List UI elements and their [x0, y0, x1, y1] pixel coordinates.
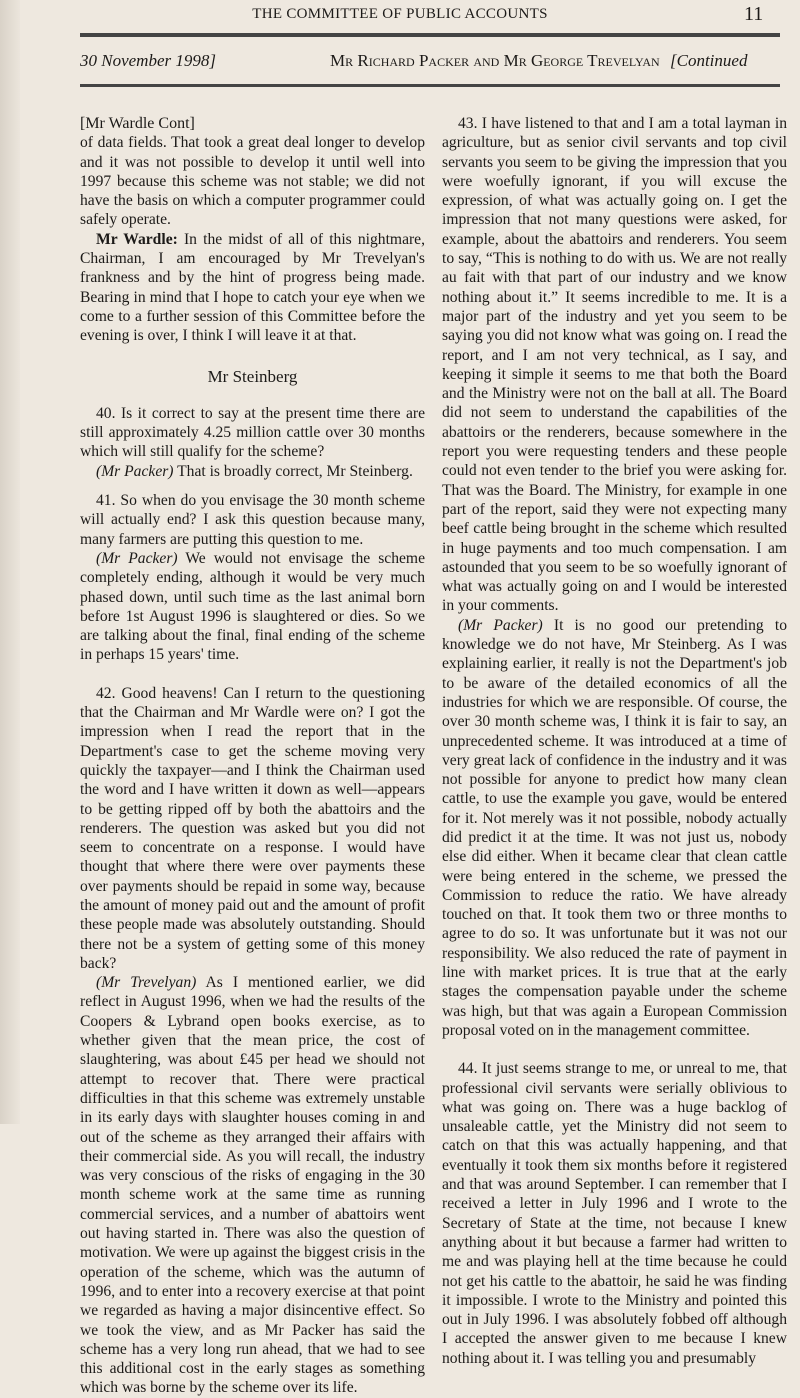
question-42: 42. Good heavens! Can I return to the questioning that the Chairman and Mr Wardle were on? I got the impression when I read the report that in the Department's case to get the scheme moving very quickly the taxpayer—and I think the Chairman used the word and I have written it down as well—appears to be getting ripped off by both the abattoirs and the renderers. The question was asked but you did not seem to concentrate on a response. I would have thought that where there were over payments these over payments should be repaid in some way, because the amount of money paid out and the amount of profit these people made was absolutely outstanding. Should there not be a system of getting some of this money back?: [80, 684, 425, 972]
running-title: THE COMMITTEE OF PUBLIC ACCOUNTS: [252, 6, 548, 22]
witness-names: Mr Richard Packer and Mr George Trevelyan: [330, 51, 660, 70]
right-column: [442, 114, 787, 1368]
left-column: [80, 114, 425, 1398]
page-number: 11: [744, 3, 764, 25]
header-rule-bottom: [80, 84, 780, 87]
section-heading: Mr Steinberg: [207, 366, 298, 386]
speaker-label: (Mr Packer): [96, 462, 174, 480]
answer-40: [80, 462, 425, 481]
question-40: 40. Is it correct to say at the present time there are still approximately 4.25 million cattle over 30 months which will still qualify for the scheme?: [80, 404, 425, 461]
continuation-label: [Mr Wardle Cont]: [80, 115, 195, 132]
question-44: 44. It just seems strange to me, or unreal to me, that professional civil servants were serially oblivious to what was going on. There was a huge backlog of unsaleable cattle, yet the Ministry did not seem to catch on that this was actually happening, and that eventually it took them six months before it registered and that was around September. I can remember that I received a letter in July 1996 and I wrote to the Secretary of State at the time, not because I knew anything about it but because a farmer had written to me and was playing hell at the time because he could not get his cattle to the abattoir, he said he was finding it impossible. I wrote to the Ministry and pointed this out in July 1996. I was absolutely fobbed off although I accepted the answer given to me because I knew nothing about it. I was telling you and presumably: [442, 1060, 787, 1367]
paragraph-text: As I mentioned earlier, we did reflect in August 1996, when we had the results of the Coopers & Lybrand open books exercise, as to whether given that the mean price, the cost of slaughtering, was about £45 per head we should not attempt to recover that. There were practical difficulties in that this scheme was extremely unstable in its early days with slaughter houses coming in and out of the scheme as they arranged their affairs with their commercial side. As you will recall, the industry was very conscious of the risks of engaging in the 30 month scheme work at the same time as running commercial services, and a number of abattoirs went out having started in. There was also the question of motivation. We were up against the biggest crisis in the operation of the scheme, which was the autumn of 1996, and to enter into a recovery exercise at that point we regarded as having a major disincentive effect. So we took the view, and as Mr Packer has said the scheme has a very long run ahead, that we had to see this additional cost in the early stages as something which was borne by the scheme over its life.: [80, 974, 425, 1397]
speaker-label: (Mr Packer): [96, 549, 178, 567]
speaker-label: (Mr Trevelyan): [96, 974, 197, 992]
paragraph-continued: of data fields. That took a great deal longer to develop and it was not possible to develop it until well into 1997 because this scheme was not stable; we did not have the basis on which a computer programmer could safely operate.: [80, 134, 425, 229]
paragraph-wardle: [80, 230, 425, 346]
speaker-label: (Mr Packer): [458, 616, 543, 634]
answer-43: [442, 616, 787, 1041]
paragraph-text: In the midst of all of this nightmare, Chairman, I am encouraged by Mr Trevelyan's frankness and by the hint of progress being made. Bearing in mind that I hope to catch your eye when we come to a further session of this Committee before the evening is over, I think I will leave it at that.: [80, 230, 425, 345]
continued-label: [Continued: [670, 51, 748, 70]
question-43: 43. I have listened to that and I am a total layman in agriculture, but as senior civil servants and top civil servants you seem to be giving the impression that you were woefully ignorant, if you will excuse the expression, of what was actually going on. I get the impression that not many questions were asked, for example, about the abattoirs and renderers. You seem to say, “This is nothing to do with us. We are not really au fait with that part of our industry and we know nothing about it.” It seems incredible to me. It is a major part of the industry and yet you seem to be saying you did not know what was going on. I read the report, and I am not very technical, as I say, and keeping it simple it seems to me that both the Board and the Ministry were not on the ball at all. The Board did not seem to understand the capabilities of the abattoirs or the renderers, because somewhere in the report you were requesting tenders and these people could not even tender to the brief you were asking for. That was the Board. The Ministry, for example in one part of the report, said they were not expecting many beef cattle being brought in the scheme which resulted in huge payments and too much compensation. I am astounded that you seem to be so woefully ignorant of what was actually going on and I would be interested in your comments.: [442, 115, 787, 615]
paragraph-text: That is broadly correct, Mr Steinberg.: [177, 462, 413, 480]
answer-41: [80, 549, 425, 665]
question-41: 41. So when do you envisage the 30 month scheme will actually end? I ask this question because many, many farmers are putting this question to me.: [80, 492, 425, 548]
speaker-label: Mr Wardle:: [96, 230, 178, 248]
answer-42: [80, 973, 425, 1398]
paragraph-text: It is no good our pretending to knowledge we do not have, Mr Steinberg. As I was explaining earlier, it really is not the Department's job to be aware of the detailed economics of all the industries for which we are responsible. Of course, the over 30 month scheme was, I think it is fair to say, an unprecedented scheme. It was introduced at a time of very great lack of confidence in the industry and it was not possible for anyone to predict how many clean cattle, to use the example you gave, would be entered for it. Not merely was it not possible, nobody actually did predict it at the time. It was not just us, nobody else did either. When it became clear that clean cattle were being entered in the scheme, we pressed the Commission to reduce the ratio. We have already touched on that. It took them two or three months to agree to do so. It was unfortunate but it was not our responsibility. We also reduced the rate of payment in line with market prices. It is true that at the early stages the compensation payable under the scheme was high, but that was again a European Commission proposal voted on in the management committee.: [442, 616, 787, 1039]
hearing-date: 30 November 1998]: [80, 51, 216, 70]
paragraph-text: We would not envisage the scheme completely ending, although it would be very much phased down, until such time as the last animal born before 1st August 1996 is slaughtered or dies. So we are talking about the final, final ending of the scheme in perhaps 15 years' time.: [80, 549, 425, 664]
header-rule-top: [80, 33, 780, 37]
